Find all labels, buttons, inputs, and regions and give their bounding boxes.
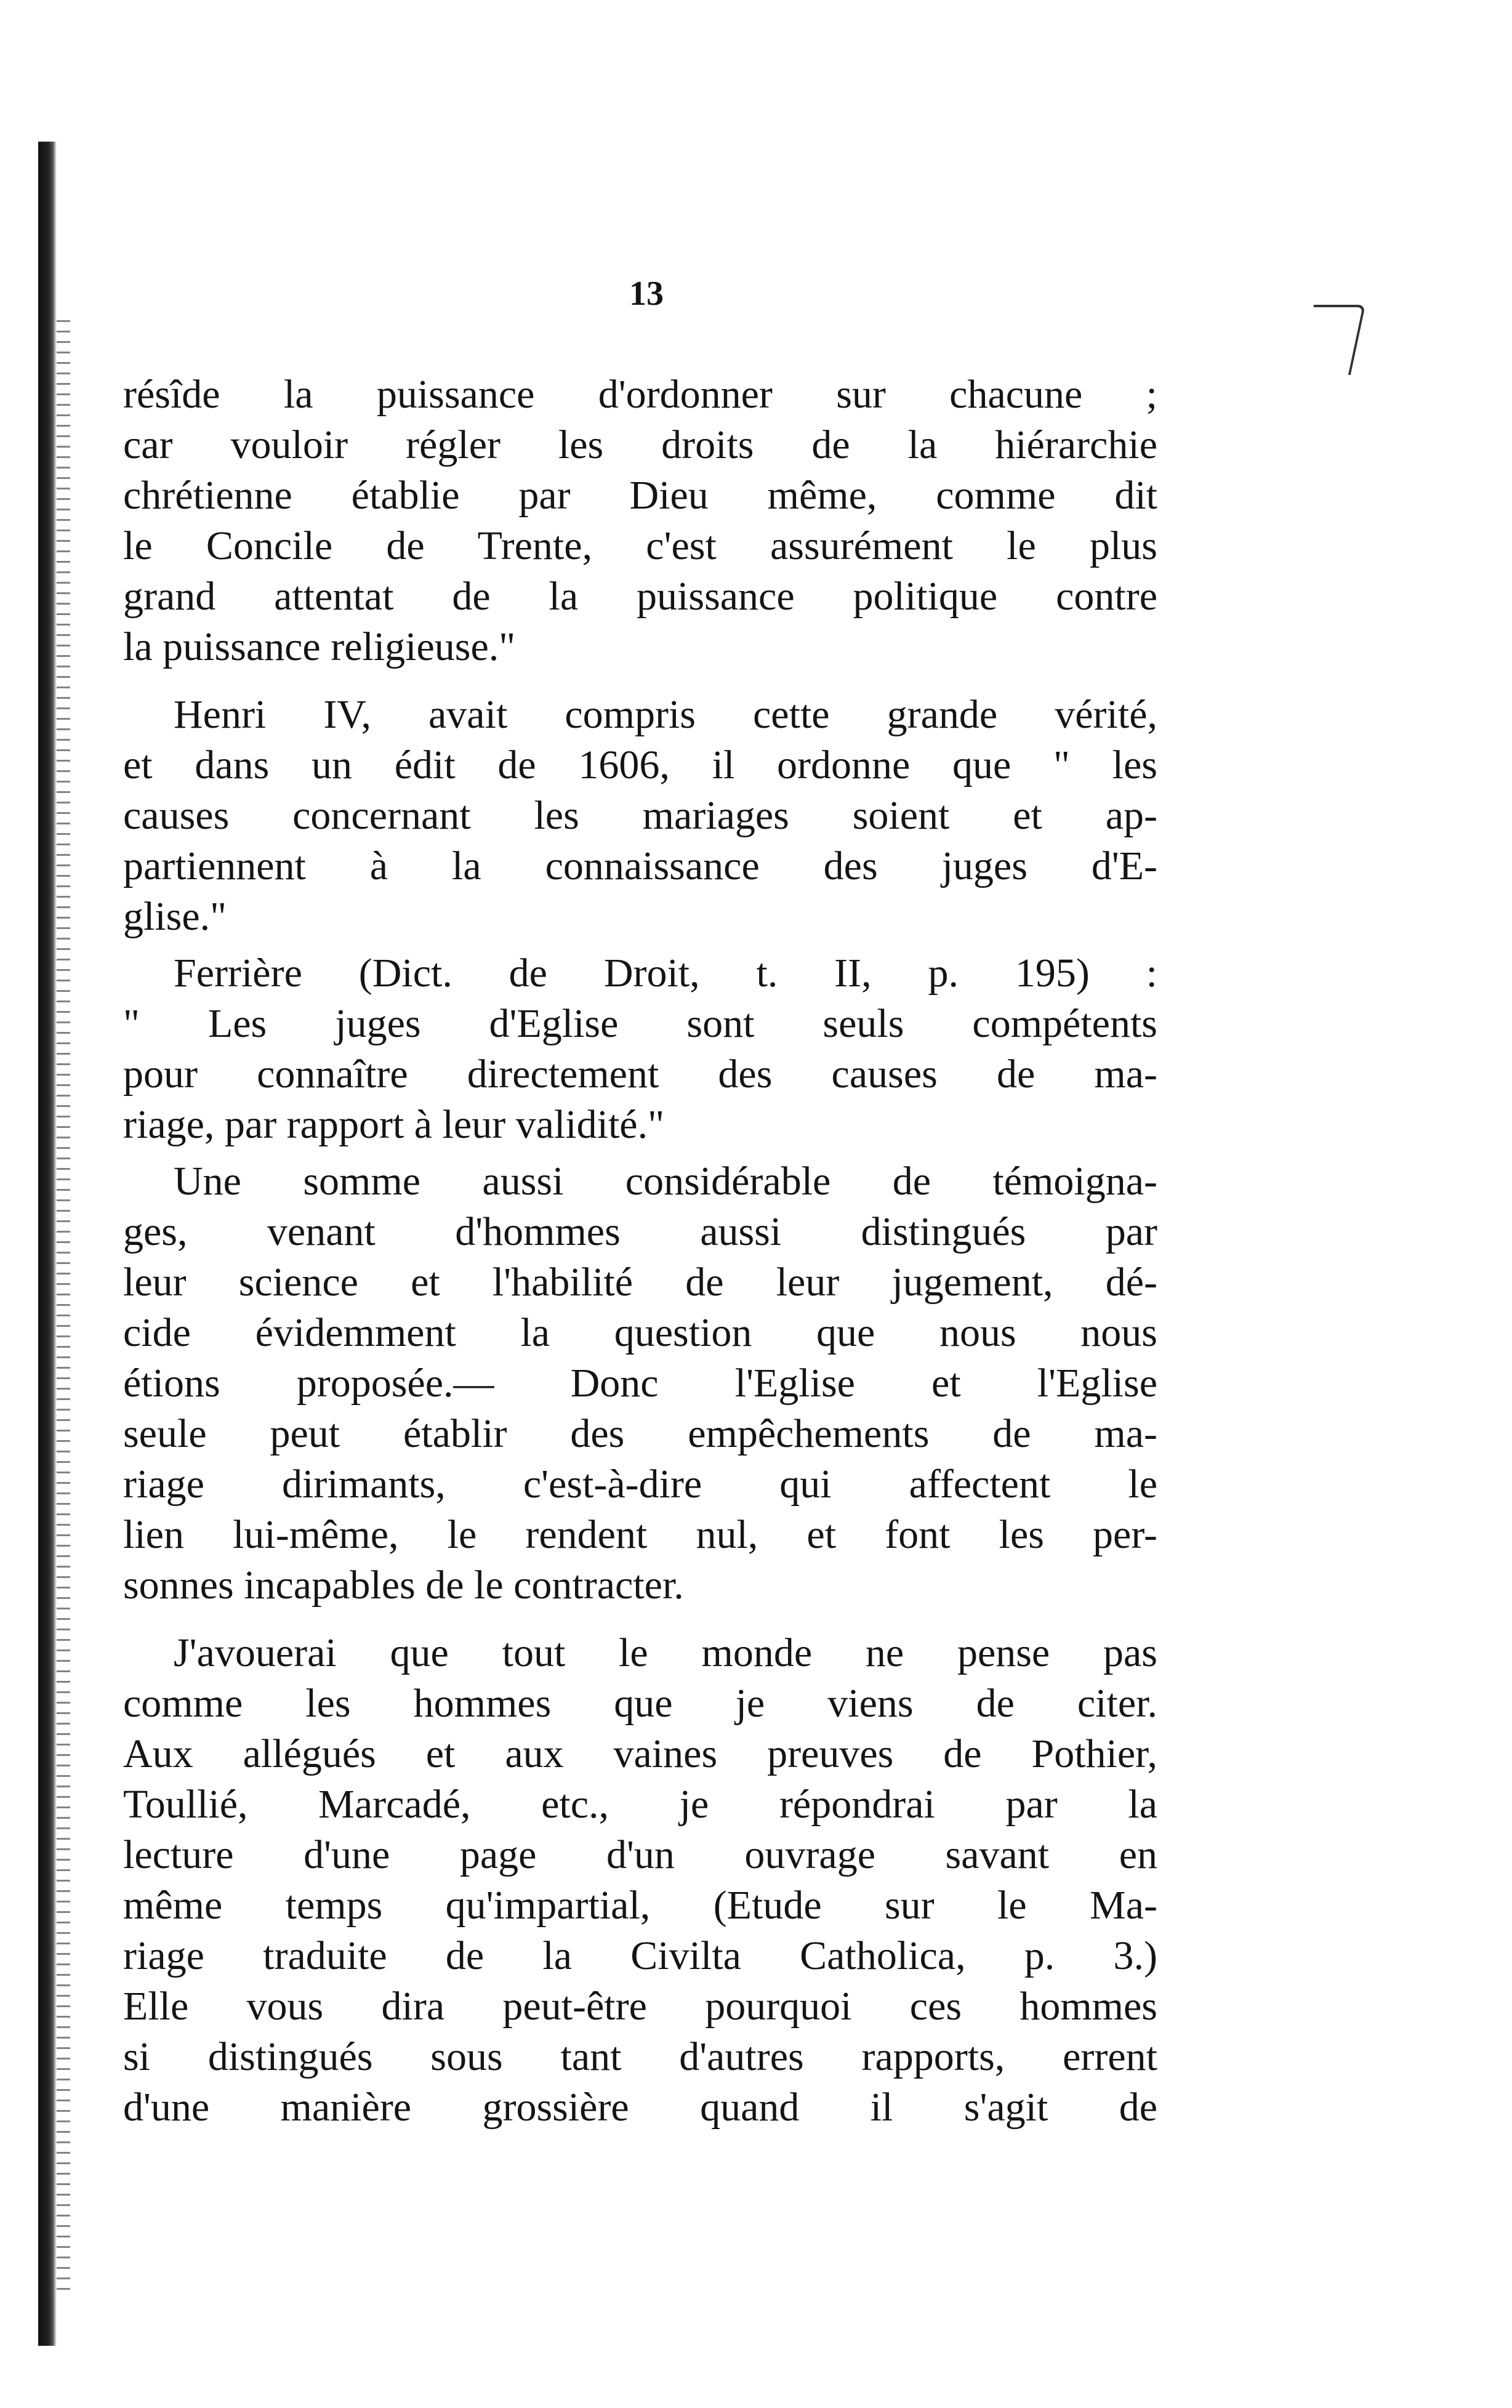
stray-ink-mark [1299,305,1365,375]
text-line: partiennent à la connaissance des juges d'E- [123,844,1157,888]
text-line: même temps qu'impartial, (Etude sur le Ma- [123,1883,1157,1928]
text-line: si distingués sous tant d'autres rapports, errent [123,2034,1157,2079]
text-line: Toullié, Marcadé, etc., je répondrai par la [123,1782,1157,1827]
text-line: grand attentat de la puissance politique contre [123,574,1157,619]
paragraph-5 [123,1628,1157,2133]
text-line: lecture d'une page d'un ouvrage savant en [123,1832,1157,1877]
text-line: cide évidemment la question que nous nous [123,1310,1157,1355]
text-line: " Les juges d'Eglise sont seuls compétents [123,1001,1157,1046]
text-line: chrétienne établie par Dieu même, comme dit [123,473,1157,518]
text-line: Elle vous dira peut-être pourquoi ces hommes [123,1984,1157,2029]
text-line: glise." [123,894,227,939]
text-line: Une somme aussi considérable de témoigna- [174,1159,1157,1204]
text-line: car vouloir régler les droits de la hiérarchie [123,422,1157,467]
paragraph-4 [123,1156,1157,1611]
text-line: lien lui-même, le rendent nul, et font les per- [123,1512,1157,1557]
text-line: riage traduite de la Civilta Catholica, p. 3.) [123,1933,1157,1978]
text-line: ges, venant d'hommes aussi distingués par [123,1209,1157,1254]
text-line: résîde la puissance d'ordonner sur chacune ; [123,372,1157,417]
text-line: pour connaître directement des causes de ma- [123,1052,1157,1097]
paragraph-3 [123,948,1157,1150]
paragraph-2 [123,690,1157,942]
text-line: Aux allégués et aux vaines preuves de Pothier, [123,1731,1157,1776]
text-line: le Concile de Trente, c'est assurément le plus [123,523,1157,568]
text-line: étions proposée.— Donc l'Eglise et l'Eglise [123,1361,1157,1406]
page-binding-speckle [57,320,70,2290]
page-number: 13 [629,275,664,313]
text-line: et dans un édit de 1606, il ordonne que " les [123,743,1157,787]
text-line: comme les hommes que je viens de citer. [123,1681,1157,1726]
text-line: Henri IV, avait compris cette grande vérité, [174,692,1157,737]
body-text [123,369,1157,2133]
page-binding-edge [38,142,57,2346]
paragraph-1 [123,369,1157,672]
text-line: seule peut établir des empêchements de ma- [123,1411,1157,1456]
text-line: J'avouerai que tout le monde ne pense pas [174,1630,1157,1675]
text-line: riage dirimants, c'est-à-dire qui affectent le [123,1462,1157,1507]
text-line: riage, par rapport à leur validité." [123,1102,665,1147]
text-line: Ferrière (Dict. de Droit, t. II, p. 195) : [174,951,1157,996]
text-line: leur science et l'habilité de leur jugement, dé- [123,1260,1157,1305]
text-line: sonnes incapables de le contracter. [123,1563,684,1608]
text-line: d'une manière grossière quand il s'agit de [123,2085,1157,2130]
text-line: la puissance religieuse." [123,624,516,669]
text-line: causes concernant les mariages soient et ap- [123,793,1157,838]
